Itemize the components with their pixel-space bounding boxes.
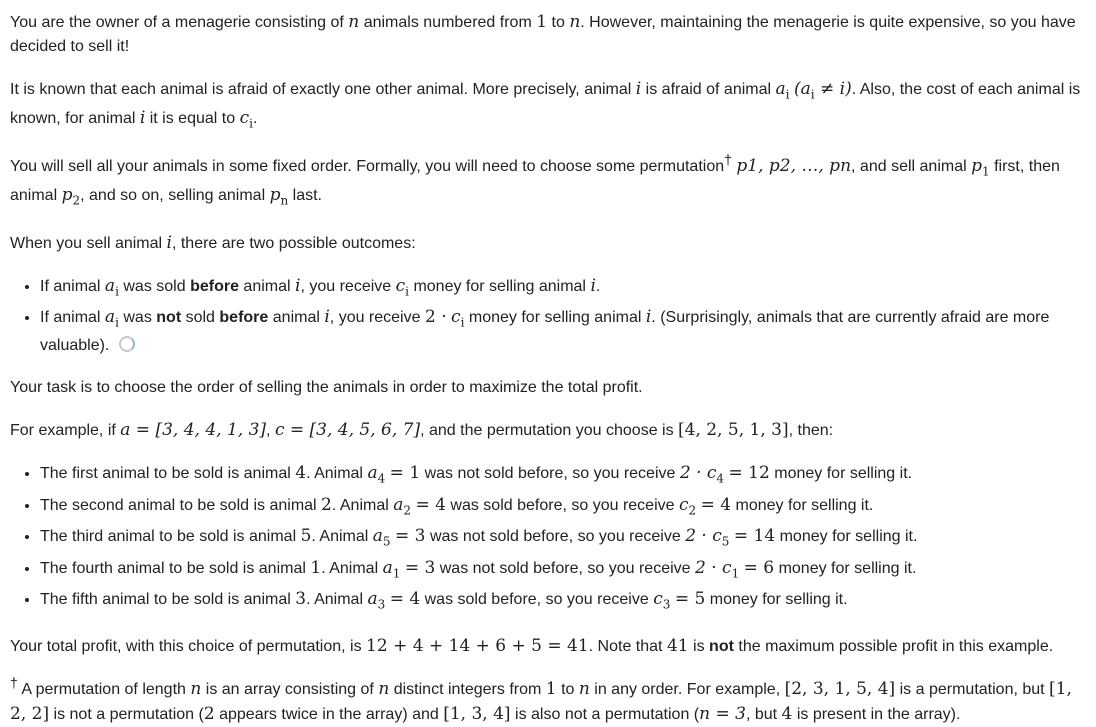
math-sub: n xyxy=(280,193,289,208)
math-k: 5 xyxy=(300,526,312,547)
text: , and so on, selling animal xyxy=(80,187,266,205)
text: was not sold before, so you receive xyxy=(424,465,676,483)
math-permutation xyxy=(736,156,851,176)
text: It is known that each animal is afraid of exactly one other animal. More precisely, animal xyxy=(10,81,632,98)
math-n: n xyxy=(578,679,590,700)
math-i: i xyxy=(590,275,596,296)
math-sub: 2 xyxy=(688,503,697,518)
bold-text: not xyxy=(156,308,182,326)
loading-spinner-icon xyxy=(119,336,135,352)
math-i: i xyxy=(645,306,652,327)
math-k: 3 xyxy=(295,588,307,609)
math-eq: = 4 xyxy=(389,588,421,609)
text: to xyxy=(561,681,575,699)
math-val: 2 · c xyxy=(685,526,722,547)
math-value xyxy=(653,588,671,612)
text: to xyxy=(551,14,565,31)
list-item xyxy=(40,493,1084,522)
math-i: i xyxy=(324,306,330,327)
text: first, then animal xyxy=(10,157,1060,205)
math-ak xyxy=(367,588,386,612)
text: money for selling it. xyxy=(774,465,913,483)
math-p: p xyxy=(61,185,73,206)
math-result: = 4 xyxy=(700,494,732,515)
math-sub: i xyxy=(785,87,790,102)
text: was not sold before, so you receive xyxy=(439,559,691,577)
math-value xyxy=(695,558,739,578)
math-1: 1 xyxy=(545,679,557,700)
math-ak xyxy=(372,526,391,549)
text: is also not a permutation ( xyxy=(515,706,700,724)
math-p: p xyxy=(269,185,281,206)
bold-text: before xyxy=(219,308,269,326)
text: animal xyxy=(272,308,320,326)
math-ai xyxy=(104,306,119,330)
list-item xyxy=(40,524,1084,553)
math-array-c: c = [3, 4, 5, 6, 7] xyxy=(274,420,421,441)
math-i: i xyxy=(139,108,146,129)
math-sub: 1 xyxy=(392,565,401,580)
math-sub: 1 xyxy=(982,164,990,179)
math-eq: = 3 xyxy=(395,526,426,547)
math-sub: i xyxy=(115,283,119,298)
math-sub: 3 xyxy=(662,597,671,612)
math-sum: 12 + 4 + 14 + 6 + 5 = 41 xyxy=(366,636,589,657)
text: was xyxy=(123,308,152,326)
math-p1 xyxy=(971,155,990,179)
math-ai xyxy=(775,79,790,102)
math-a: (a xyxy=(793,79,811,99)
text: appears twice in the array) and xyxy=(219,706,439,724)
text: animals numbered from xyxy=(363,14,532,31)
math-41: 41 xyxy=(666,636,689,657)
math-val: c xyxy=(678,494,689,515)
dagger-mark: † xyxy=(10,674,18,691)
text: money for selling animal xyxy=(468,308,642,326)
text: in any order. For example, xyxy=(594,681,781,699)
text: . Animal xyxy=(321,559,379,577)
text: money for selling animal xyxy=(413,277,586,295)
math-ak xyxy=(393,494,412,518)
math-a: a xyxy=(104,306,116,327)
math-sub: i xyxy=(115,315,119,330)
text: The first animal to be sold is animal xyxy=(40,465,291,483)
math-ci xyxy=(396,276,409,296)
text: . xyxy=(252,110,258,128)
math-example: [2, 3, 1, 5, 4] xyxy=(784,679,896,700)
math-sub: 3 xyxy=(377,597,386,612)
bold-text: not xyxy=(709,638,734,656)
math-sub: i xyxy=(810,87,815,102)
math-ci xyxy=(451,306,465,330)
math-pn xyxy=(269,185,289,208)
text: , but xyxy=(745,706,778,724)
math-sub: 1 xyxy=(731,565,740,580)
math-a: a xyxy=(372,526,383,547)
list-item xyxy=(40,461,1084,490)
list-item xyxy=(40,305,1084,358)
math-k: 1 xyxy=(310,557,322,578)
math-a: a xyxy=(367,463,378,484)
text: money for selling it. xyxy=(735,496,874,514)
math-k: 2 xyxy=(321,494,332,515)
text: You will sell all your animals in some fixed order. Formally, you will need to choose some permutation xyxy=(10,157,725,175)
math-n: n xyxy=(190,679,202,700)
math-result: = 5 xyxy=(674,588,706,609)
math-a: a xyxy=(393,494,404,515)
math-p: p xyxy=(736,155,748,176)
list-item xyxy=(40,556,1084,585)
text: was sold xyxy=(123,277,186,295)
text: The fifth animal to be sold is animal xyxy=(40,590,291,608)
math-i: i xyxy=(295,275,301,296)
math-sub: 2 xyxy=(403,503,412,518)
text: is an array consisting of xyxy=(205,681,374,699)
text: was sold before, so you receive xyxy=(450,496,675,514)
text: the maximum possible profit in this example. xyxy=(738,638,1054,656)
math-4: 4 xyxy=(781,704,793,725)
dagger-mark: † xyxy=(724,151,732,168)
text: . (Surprisingly, animals that are currently afraid are more valuable). xyxy=(40,308,1050,355)
example-steps-list xyxy=(10,461,1084,616)
text: sold xyxy=(185,308,215,326)
math-ak xyxy=(367,463,386,486)
math-p: p xyxy=(971,155,982,176)
math-p2 xyxy=(61,185,81,208)
text: . Note that xyxy=(588,638,663,656)
math-i: i xyxy=(166,232,172,253)
example-paragraph xyxy=(10,418,1084,443)
math-k: 4 xyxy=(295,463,307,484)
text: distinct integers from xyxy=(393,681,542,699)
math-two: 2 · xyxy=(424,306,447,327)
math-value xyxy=(679,463,725,486)
math-n-eq-3: n = 3 xyxy=(699,704,746,725)
text: . Animal xyxy=(311,528,369,546)
math-sub: 4 xyxy=(716,471,725,486)
text: . Animal xyxy=(306,465,363,483)
text: If animal xyxy=(40,308,101,326)
text: was not sold before, so you receive xyxy=(429,528,681,546)
math-eq: = 4 xyxy=(415,494,446,515)
math-example: [1, 3, 4] xyxy=(443,704,511,725)
text: , then: xyxy=(788,422,834,440)
footnote xyxy=(10,674,1084,727)
math-c: c xyxy=(239,108,250,129)
math-result: = 6 xyxy=(743,557,775,578)
text: animal xyxy=(243,277,291,295)
text: . xyxy=(595,277,601,295)
math-2: 2 xyxy=(203,704,215,725)
text: , xyxy=(266,422,271,440)
math-val: 2 · c xyxy=(679,463,717,484)
text: Your total profit, with this choice of permutation, is xyxy=(10,638,362,656)
math-ai xyxy=(105,276,119,296)
math-c: c xyxy=(395,275,406,296)
text: , you receive xyxy=(300,277,392,295)
text: If animal xyxy=(40,277,101,295)
math-sub: i xyxy=(405,283,409,298)
math-sub: i xyxy=(460,315,465,330)
math-i: i xyxy=(635,79,642,99)
math-ai-neq-i xyxy=(793,79,852,102)
text: last. xyxy=(292,187,322,205)
math-a: a xyxy=(775,79,786,99)
text: is not a permutation ( xyxy=(53,706,204,724)
math-c: c xyxy=(451,306,461,327)
text: is present in the array). xyxy=(796,706,961,724)
math-example: [1, 2, 2] xyxy=(10,679,1072,725)
math-val: c xyxy=(653,588,663,609)
task-paragraph: Your task is to choose the order of selling the animals in order to maximize the total profit. xyxy=(10,379,643,397)
selling-paragraph xyxy=(10,151,1084,213)
text: A permutation of length xyxy=(21,681,186,699)
math-val: 2 · c xyxy=(695,557,732,578)
text: The third animal to be sold is animal xyxy=(40,528,297,546)
list-item xyxy=(40,274,1084,303)
math-sub: 4 xyxy=(377,471,386,486)
math-result: = 14 xyxy=(733,526,776,547)
text: money for selling it. xyxy=(778,559,917,577)
math-sub: 2 xyxy=(72,193,81,208)
math-n: n xyxy=(378,679,390,700)
text: it is equal to xyxy=(149,110,236,128)
math-1: 1 xyxy=(536,12,548,32)
math-ak xyxy=(383,558,401,578)
text: . Animal xyxy=(306,590,363,608)
fear-paragraph xyxy=(10,77,1084,136)
text: money for selling it. xyxy=(709,590,848,608)
bold-text: before xyxy=(190,277,239,295)
math-perm-rest: 1, p2, …, pn xyxy=(747,155,852,176)
math-value xyxy=(678,494,697,518)
text: , there are two possible outcomes: xyxy=(171,234,416,252)
math-value xyxy=(685,526,730,549)
text: For example, if xyxy=(10,422,116,440)
intro-paragraph xyxy=(10,10,1084,59)
math-neq: ≠ i) xyxy=(819,79,852,99)
text: The fourth animal to be sold is animal xyxy=(40,559,306,577)
text: . Animal xyxy=(331,496,389,514)
text: The second animal to be sold is animal xyxy=(40,496,317,514)
text: is afraid of animal xyxy=(645,81,772,98)
text: You are the owner of a menagerie consisting of xyxy=(10,14,344,31)
math-result: = 12 xyxy=(728,463,770,484)
text: . Also, the cost of each animal is known, for animal xyxy=(10,81,1081,128)
outcomes-intro xyxy=(10,231,1084,256)
math-eq: = 1 xyxy=(389,463,421,484)
math-a: a xyxy=(104,275,116,296)
math-sub: 5 xyxy=(382,534,391,549)
outcomes-list xyxy=(10,274,1084,359)
math-a: a xyxy=(367,588,378,609)
math-ci xyxy=(239,108,253,131)
math-sub: 5 xyxy=(721,534,730,549)
text: is xyxy=(693,638,705,656)
text: , and the permutation you choose is xyxy=(420,422,674,440)
math-n: n xyxy=(569,12,581,32)
math-a: a xyxy=(382,557,393,578)
math-array-a: a = [3, 4, 4, 1, 3] xyxy=(120,420,267,441)
math-sub: i xyxy=(249,116,253,131)
math-eq: = 3 xyxy=(404,557,436,578)
text: is a permutation, but xyxy=(899,681,1045,699)
math-n: n xyxy=(348,12,360,32)
math-permutation: [4, 2, 5, 1, 3] xyxy=(678,420,789,441)
text: . However, maintaining the menagerie is quite expensive, so you have decided to sell it! xyxy=(10,14,1076,55)
text: When you sell animal xyxy=(10,234,163,252)
total-profit-paragraph xyxy=(10,634,1084,659)
list-item xyxy=(40,587,1084,616)
text: money for selling it. xyxy=(779,528,918,546)
text: , you receive xyxy=(329,308,421,326)
text: was sold before, so you receive xyxy=(424,590,649,608)
text: , and sell animal xyxy=(851,157,967,175)
